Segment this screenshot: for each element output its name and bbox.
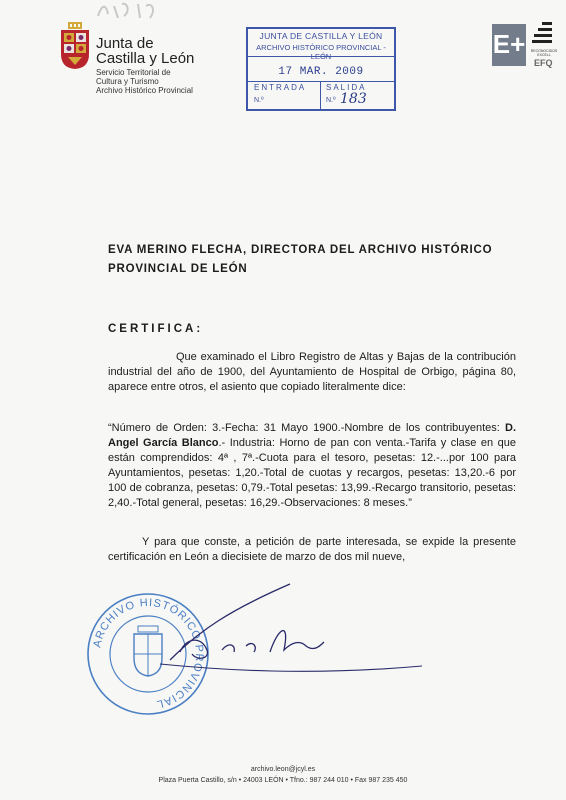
paragraph-intro: Que examinado el Libro Registro de Altas y Bajas de la contribución industrial del año de 1900, del Ayuntamiento de Hospital de Orbigo, página 80, aparece entre otros, el asiento que copiado literalmente dice: — [108, 351, 516, 393]
footer-email: archivo.leon@jcyl.es — [250, 766, 316, 773]
excellence-logo — [492, 24, 526, 66]
coat-of-arms-icon — [58, 22, 92, 70]
excellence-plus-icon: E+ — [492, 29, 526, 59]
excellence-small-text: RECONOCIDOS EXCELL — [530, 49, 558, 57]
record-text-after: .- Industria: Horno de pan con venta.-Tarifa y clase en que están comprendidos: 4ª , 7ª.-Cuota para el tesoro, pesetas: 12.-...por 100 para Ayuntamientos, pesetas: 1,20.-Total de cuotas y recargos, pesetas: 13,20.-6 por 100 de cobranza, pesetas: 0,79.-Total pesetas: 13,99.-Recargo transitorio, pesetas: 2,40.-Total general, pesetas: 16,29.-Observaciones: 8 meses.” — [108, 437, 517, 509]
footer-address: Plaza Puerta Castillo, s/n • 24003 LEÓN • Tfno.: 987 244 010 • Fax 987 235 450 — [158, 777, 408, 784]
paragraph-closing: Y para que conste, a petición de parte interesada, se expide la presente certificación en León a diecisiete de marzo de dos mil nueve, — [108, 536, 516, 563]
document-heading: EVA MERINO FLECHA, DIRECTORA DEL ARCHIVO HISTÓRICO PROVINCIAL DE LEÓN — [108, 244, 493, 275]
seal-text: ARCHIVO HISTÓRICO PROVINCIAL — [91, 596, 206, 711]
org-sub-line1: Servicio Territorial de — [96, 68, 171, 77]
org-sub-line3: Archivo Histórico Provincial — [96, 86, 193, 95]
taxpayer-name: D. Angel García Blanco — [108, 422, 516, 449]
stamp-line2: ARCHIVO HISTÓRICO PROVINCIAL - LEÓN — [256, 43, 386, 61]
handwritten-mark — [94, 0, 164, 22]
record-text-before: “Número de Orden: 3.-Fecha: 31 Mayo 1900.-Nombre de los contribuyentes: — [108, 422, 505, 434]
excellence-efq-text: EFQ — [534, 58, 553, 68]
registry-stamp — [246, 27, 396, 111]
stamp-salida-label: SALIDA — [326, 83, 367, 92]
stamp-number-label: N.º — [254, 97, 264, 104]
stamp-divider — [248, 81, 394, 82]
org-name-line1: Junta de — [96, 35, 154, 52]
excellence-bars-icon — [532, 22, 554, 46]
organization-subtitle — [96, 68, 193, 95]
organization-name — [96, 36, 194, 66]
paragraph-record — [108, 421, 516, 511]
stamp-handwritten-number: 183 — [340, 91, 367, 107]
stamp-entrada-label: ENTRADA — [254, 83, 307, 92]
org-name-line2: Castilla y León — [96, 50, 195, 67]
stamp-date: 17 MAR. 2009 — [278, 66, 364, 78]
stamp-divider — [248, 56, 394, 57]
signature — [160, 580, 430, 690]
stamp-number-label: N.º — [326, 97, 336, 104]
org-sub-line2: Cultura y Turismo — [96, 77, 159, 86]
certifica-title: CERTIFICA: — [108, 323, 204, 335]
stamp-vertical-divider — [320, 81, 321, 111]
stamp-line1: JUNTA DE CASTILLA Y LEÓN — [259, 31, 383, 41]
